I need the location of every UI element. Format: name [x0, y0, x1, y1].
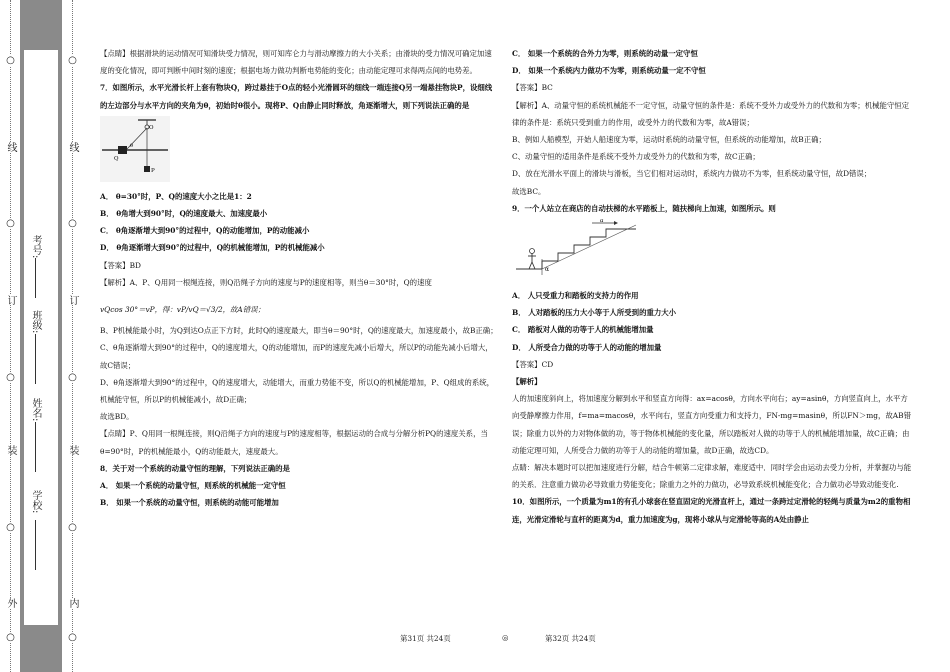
- question-8-answer: 【答案】BC: [512, 83, 553, 93]
- fig-label-p: P: [151, 167, 155, 174]
- question-8-option-c: C． 如果一个系统的合外力为零，则系统的动量一定守恒: [512, 49, 698, 58]
- question-7-figure: [100, 116, 170, 182]
- inner-mark-xian: 线: [67, 142, 78, 152]
- inner-dotted-line: [72, 0, 74, 672]
- footer-divider-mark: ◎: [502, 633, 509, 642]
- question-10-stem: 10．如图所示，一个质量为m1的有孔小球套在竖直固定的光滑直杆上，通过一条跨过定滑轮的轻绳与质量为m2的重物相连，光滑定滑轮与直杆的距离为d，重力加速度为g，现将小球从与定滑轮等高的A处由静止: [512, 497, 911, 524]
- question-8-option-a: A． 如果一个系统的动量守恒，则系统的机械能一定守恒: [100, 481, 286, 491]
- question-9-dianjing: 点睛：解决本题时可以把加速度进行分解，结合牛顿第二定律求解，难度适中．同时学会由运动去受力分析，并掌握功与能的关系．注意重力做功必导致重力势能变化；除重力之外的力做功，必导致系统机械能变化；合力做功必导致动能变化.: [512, 463, 912, 490]
- inner-mark: ○: [67, 372, 78, 383]
- question-9-option-a: A． 人只受重力和踏板的支持力的作用: [512, 291, 639, 301]
- outer-dotted-line: [10, 0, 12, 672]
- question-8-conclusion: 故选BC。: [512, 186, 546, 196]
- left-column: [100, 45, 498, 511]
- outer-mark-wai: 外: [5, 598, 16, 608]
- school-label: 学校:: [30, 490, 41, 514]
- question-7-formula: vQcos 30°＝vP，得：vP/vQ＝√3/2，故A错误；: [100, 305, 265, 315]
- outer-mark: ○: [5, 372, 16, 383]
- outer-mark: ○: [5, 218, 16, 229]
- question-7-option-b: B． θ角增大到90°时，Q的速度最大、加速度最小: [100, 209, 268, 219]
- question-8-analysis-c: C、动量守恒的适用条件是系统不受外力或受外力的代数和为零，故C正确；: [512, 152, 760, 162]
- question-7-analysis-b: B、P机械能最小时，为Q到达O点正下方时，此时Q的速度最大，即当θ＝90°时，Q的速度最大，加速度最小，故B正确；: [100, 326, 498, 336]
- question-8-stem: 8．关于对一个系统的动量守恒的理解，下列说法正确的是: [100, 463, 290, 473]
- student-info-area: [24, 50, 58, 625]
- question-9-answer: 【答案】CD: [512, 359, 554, 369]
- question-7-conclusion: 故选BD。: [100, 412, 134, 422]
- exam-no-blank: [35, 258, 36, 298]
- inner-mark: ○: [67, 218, 78, 229]
- question-8-option-b: B． 如果一个系统的动量守恒，则系统的动能可能增加: [100, 498, 279, 508]
- fig-label-theta: θ: [130, 142, 134, 149]
- inner-mark: ○: [67, 55, 78, 66]
- question-7-option-d: D． θ角逐渐增大到90°的过程中，Q的机械能增加，P的机械能减小: [100, 243, 325, 253]
- fig-label-o: O: [149, 124, 154, 131]
- outer-binding-line: [0, 0, 20, 672]
- question-7-analysis-c: C、θ角逐渐增大到90°的过程中，Q的速度增大，Q的动能增加，而P的速度先减小后增大，所以P的动能先减小后增大，故C错误；: [100, 343, 493, 370]
- outer-mark: ○: [5, 632, 16, 643]
- fig-label-alpha: α: [545, 266, 550, 274]
- outer-mark-ding: 订: [5, 295, 16, 305]
- question-9-analysis-title: 【解析】: [512, 377, 542, 387]
- question-7-option-a: A． θ=30°时，P、Q的速度大小之比是1：2: [100, 191, 252, 201]
- binding-gutter: [20, 0, 62, 672]
- exam-no-label: 考号:: [30, 235, 41, 259]
- question-9-stem: 9．一个人站立在商店的自动扶梯的水平踏板上，随扶梯向上加速，如图所示。则: [512, 203, 776, 213]
- inner-mark: ○: [67, 522, 78, 533]
- school-blank: [35, 520, 36, 570]
- class-blank: [35, 334, 36, 384]
- question-7-analysis-d: D、θ角逐渐增大到90°的过程中，Q的速度增大，动能增大，而重力势能不变，所以Q的机械能增加，P、Q组成的系统，机械能守恒，所以P的机械能减小，故D正确；: [100, 377, 494, 405]
- inner-mark-nei: 内: [67, 598, 78, 608]
- name-label: 姓名:: [30, 398, 41, 422]
- question-8-analysis-a: 【解析】A、动量守恒的系统机械能不一定守恒，动量守恒的条件是：系统不受外力或受外力的代数和为零；机械能守恒定律的条件是：系统只受到重力的作用，或受外力的代数和为零，故A错误；: [512, 100, 910, 127]
- question-7-answer: 【答案】BD: [100, 260, 141, 270]
- class-label: 班级:: [30, 310, 41, 334]
- question-8-analysis-b: B、例如人船模型，开始人船速度为零，运动时系统的动量守恒，但系统的动能增加，故B正确；: [512, 135, 826, 145]
- pulley-figure-svg: [100, 116, 170, 182]
- inner-binding-line: [62, 0, 82, 672]
- fig-label-a: a: [600, 219, 604, 225]
- question-8-option-d: D． 如果一个系统内力做功不为零，则系统动量一定不守恒: [512, 66, 706, 76]
- outer-mark: ○: [5, 55, 16, 66]
- question-7-dianjing: 【点睛】P、Q用同一根绳连接，则Q沿绳子方向的速度与P的速度相等，根据运动的合成与分解分析PQ的速度关系，当θ=90°时，P的机械能最小，Q的动能最大，速度最大。: [100, 429, 488, 456]
- question-7-stem: 7．如图所示，水平光滑长杆上套有物块Q，跨过悬挂于O点的轻小光滑圆环的细线一端连接Q另一端悬挂物块P，设细线的左边部分与水平方向的夹角为θ，初始时θ很小。现将P、Q由静止同时释放，角逐渐增大，则下列说法正确的是: [100, 83, 493, 110]
- right-column: [512, 45, 912, 528]
- question-9-option-c: C． 踏板对人做的功等于人的机械能增加量: [512, 325, 654, 335]
- inner-mark-ding: 订: [67, 295, 78, 305]
- inner-mark-zhuang: 装: [67, 445, 78, 455]
- question-7-analysis-a: 【解析】A、P、Q用同一根绳连接，则Q沿绳子方向的速度与P的速度相等，则当θ＝30°时，Q的速度: [100, 277, 432, 287]
- question-9-figure: [512, 219, 642, 281]
- page-number-right: 第32页 共24页: [545, 634, 596, 643]
- name-blank: [35, 422, 36, 472]
- outer-mark: ○: [5, 522, 16, 533]
- escalator-figure-svg: [512, 219, 642, 281]
- page-number-left: 第31页 共24页: [400, 634, 451, 643]
- question-7-option-c: C． θ角逐渐增大到90°的过程中，Q的动能增加，P的动能减小: [100, 226, 310, 236]
- outer-mark-zhuang: 装: [5, 445, 16, 455]
- question-8-analysis-d: D、放在光滑水平面上的滑块与滑板，当它们相对运动时，系统内力做功不为零，但系统动量守恒，故D错误；: [512, 169, 872, 179]
- question-9-option-b: B． 人对踏板的压力大小等于人所受到的重力大小: [512, 308, 677, 318]
- inner-mark: ○: [67, 632, 78, 643]
- outer-mark-xian: 线: [5, 142, 16, 152]
- question-9-analysis: 人的加速度斜向上，将加速度分解到水平和竖直方向得：ax=acosθ，方向水平向右；ay=asinθ，方向竖直向上，水平方向受静摩擦力作用，f=ma=macosθ，水平向右，竖直方向受重力和支持力，FN-mg=masinθ，所以FN＞mg，故AB错误；除重力以外的力对物体做的功，等于物体机械能的变化量，所以踏板对人做的功等于人的机械能增加量，故C正确；由动能定理可知，人所受合力做的功等于人的动能的增加量，故D正确，故选CD。: [512, 394, 911, 455]
- fig-label-q: Q: [114, 155, 119, 162]
- question-9-option-d: D． 人所受合力做的功等于人的动能的增加量: [512, 342, 662, 352]
- dianjing-paragraph: 【点睛】根据滑块的运动情况可知滑块受力情况，则可知库仑力与滑动摩擦力的大小关系；由滑块的受力情况可确定加速度的变化情况，即可判断中间时刻的速度；根据电场力做功判断电势能的变化；由动能定理可求得两点间的电势差。: [100, 49, 492, 76]
